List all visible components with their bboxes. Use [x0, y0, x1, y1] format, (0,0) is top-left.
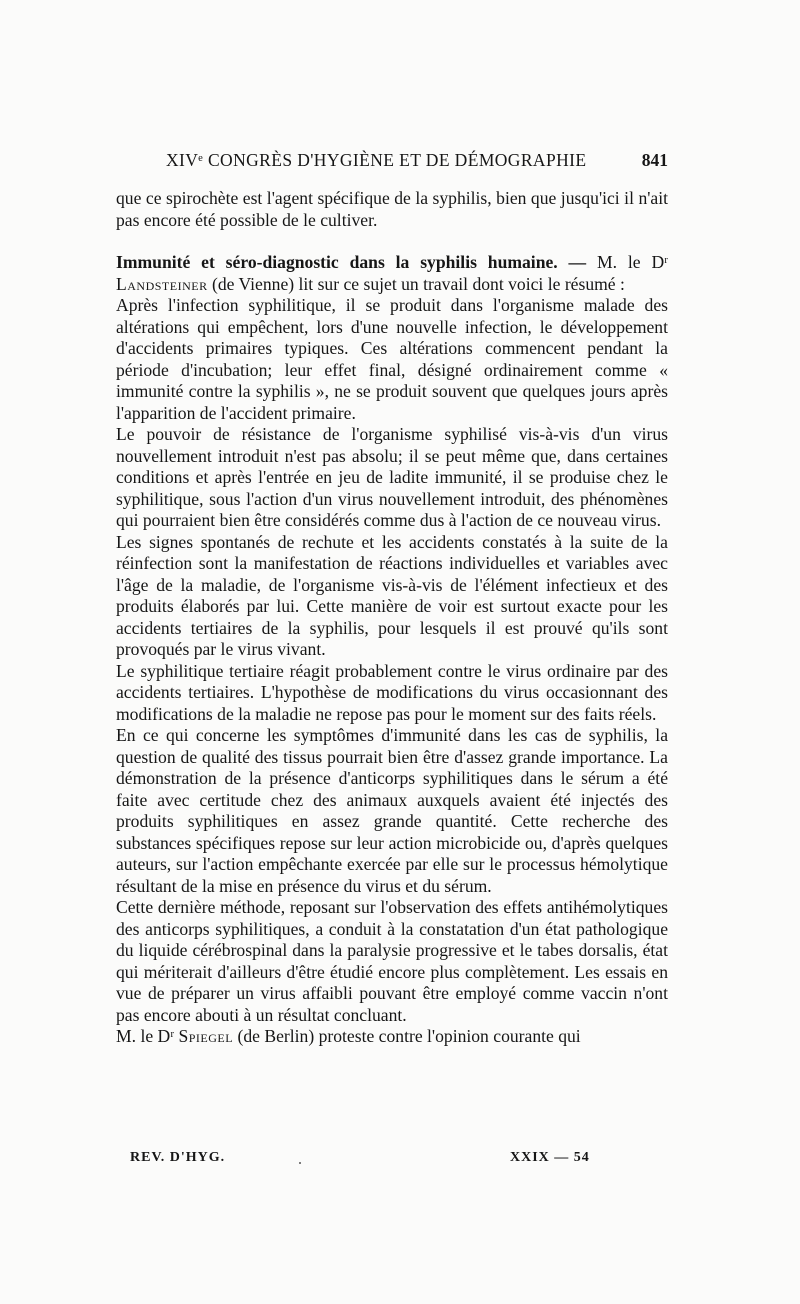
section-paragraph — [116, 252, 668, 295]
running-title: XIVᵉ CONGRÈS D'HYGIÈNE ET DE DÉMOGRAPHIE — [166, 150, 587, 170]
print-dot — [299, 1162, 301, 1164]
paragraph: En ce qui concerne les symptômes d'immunité dans les cas de syphilis, la question de qualité des tissus pourrait bien être d'assez grande importance. La démonstration de la présence d'anticorps syphilitiques dans le sérum a été faite avec certitude chez des animaux auxquels avaient été injectés des produits syphilitiques en assez grande quantité. Cette recherche des substances spécifiques repose sur leur action microbicide ou, d'après quelques auteurs, sur l'action empêchante exercée par elle sur le processus hémolytique résultant de la mise en présence du virus et du sérum. — [116, 725, 668, 896]
signature-mark: REV. D'HYG. — [130, 1150, 226, 1165]
speaker-prefix: M. le Dʳ — [116, 1026, 179, 1046]
paragraph-text: (de Vienne) lit sur ce sujet un travail dont voici le résumé : — [207, 273, 625, 294]
paragraph: que ce spirochète est l'agent spécifique de la syphilis, bien que jusqu'ici il n'ait pas encore été possible de le cultiver. — [116, 188, 668, 230]
page-header — [118, 150, 668, 176]
paragraph: Après l'infection syphilitique, il se produit dans l'organisme malade des altérations qui empêchent, lors d'une nouvelle infection, le développement d'accidents primaires typiques. Ces altérations commencent pendant la période d'incubation; leur effet final, désigné ordinairement comme « immunité contre la syphilis », ne se produit souvent que quelques jours après l'apparition de l'accident primaire. — [116, 295, 668, 423]
paragraph: Le pouvoir de résistance de l'organisme syphilisé vis-à-vis d'un virus nouvellement introduit n'est pas absolu; il se peut même que, dans certaines conditions et après l'entrée en jeu de ladite immunité, il se produise chez le syphilitique, sous l'action d'un virus nouvellement introduit, des phénomènes qui pourraient bien être considérés comme dus à l'action de ce nouveau virus. — [116, 424, 668, 530]
paragraph — [116, 1026, 668, 1048]
speaker-name: Landsteiner — [116, 273, 208, 294]
body-text — [116, 188, 668, 1048]
paragraph: Le syphilitique tertiaire réagit probablement contre le virus ordinaire par des accidents tertiaires. L'hypothèse de modifications du virus occasionnant des modifications de la maladie ne repose pas pour le moment sur des faits réels. — [116, 660, 668, 724]
page-number: 841 — [641, 150, 668, 170]
speaker-name: Spiegel — [178, 1026, 234, 1046]
paragraph: Cette dernière méthode, reposant sur l'observation des effets antihémolytiques des anticorps syphilitiques, a conduit à la constatation d'un état pathologique du liquide cérébrospinal dans la paralysie progressive et le tabes dorsalis, état qui mériterait d'ailleurs d'être étudié encore plus complètement. Les essais en vue de préparer un virus affaibli pouvant être employé comme vaccin n'ont pas encore abouti à un résultat concluant. — [116, 897, 668, 1025]
paragraph: Les signes spontanés de rechute et les accidents constatés à la suite de la réinfection sont la manifestation de réactions individuelles et variables avec l'âge de la maladie, de l'organisme vis-à-vis de l'élément infectieux et des produits élaborés par lui. Cette manière de voir est surtout exacte pour les accidents tertiaires de la syphilis, pour lesquels il est prouvé qu'ils sont provoqués par le virus vivant. — [116, 531, 668, 659]
page-footer — [0, 1150, 800, 1174]
paragraph-text: (de Berlin) proteste contre l'opinion courante qui — [233, 1026, 581, 1046]
section-heading: Immunité et séro-diagnostic dans la syphilis humaine. — — [116, 252, 587, 272]
volume-sheet-mark: XXIX — 54 — [510, 1150, 590, 1165]
speaker-prefix: M. le Dʳ — [586, 252, 668, 272]
